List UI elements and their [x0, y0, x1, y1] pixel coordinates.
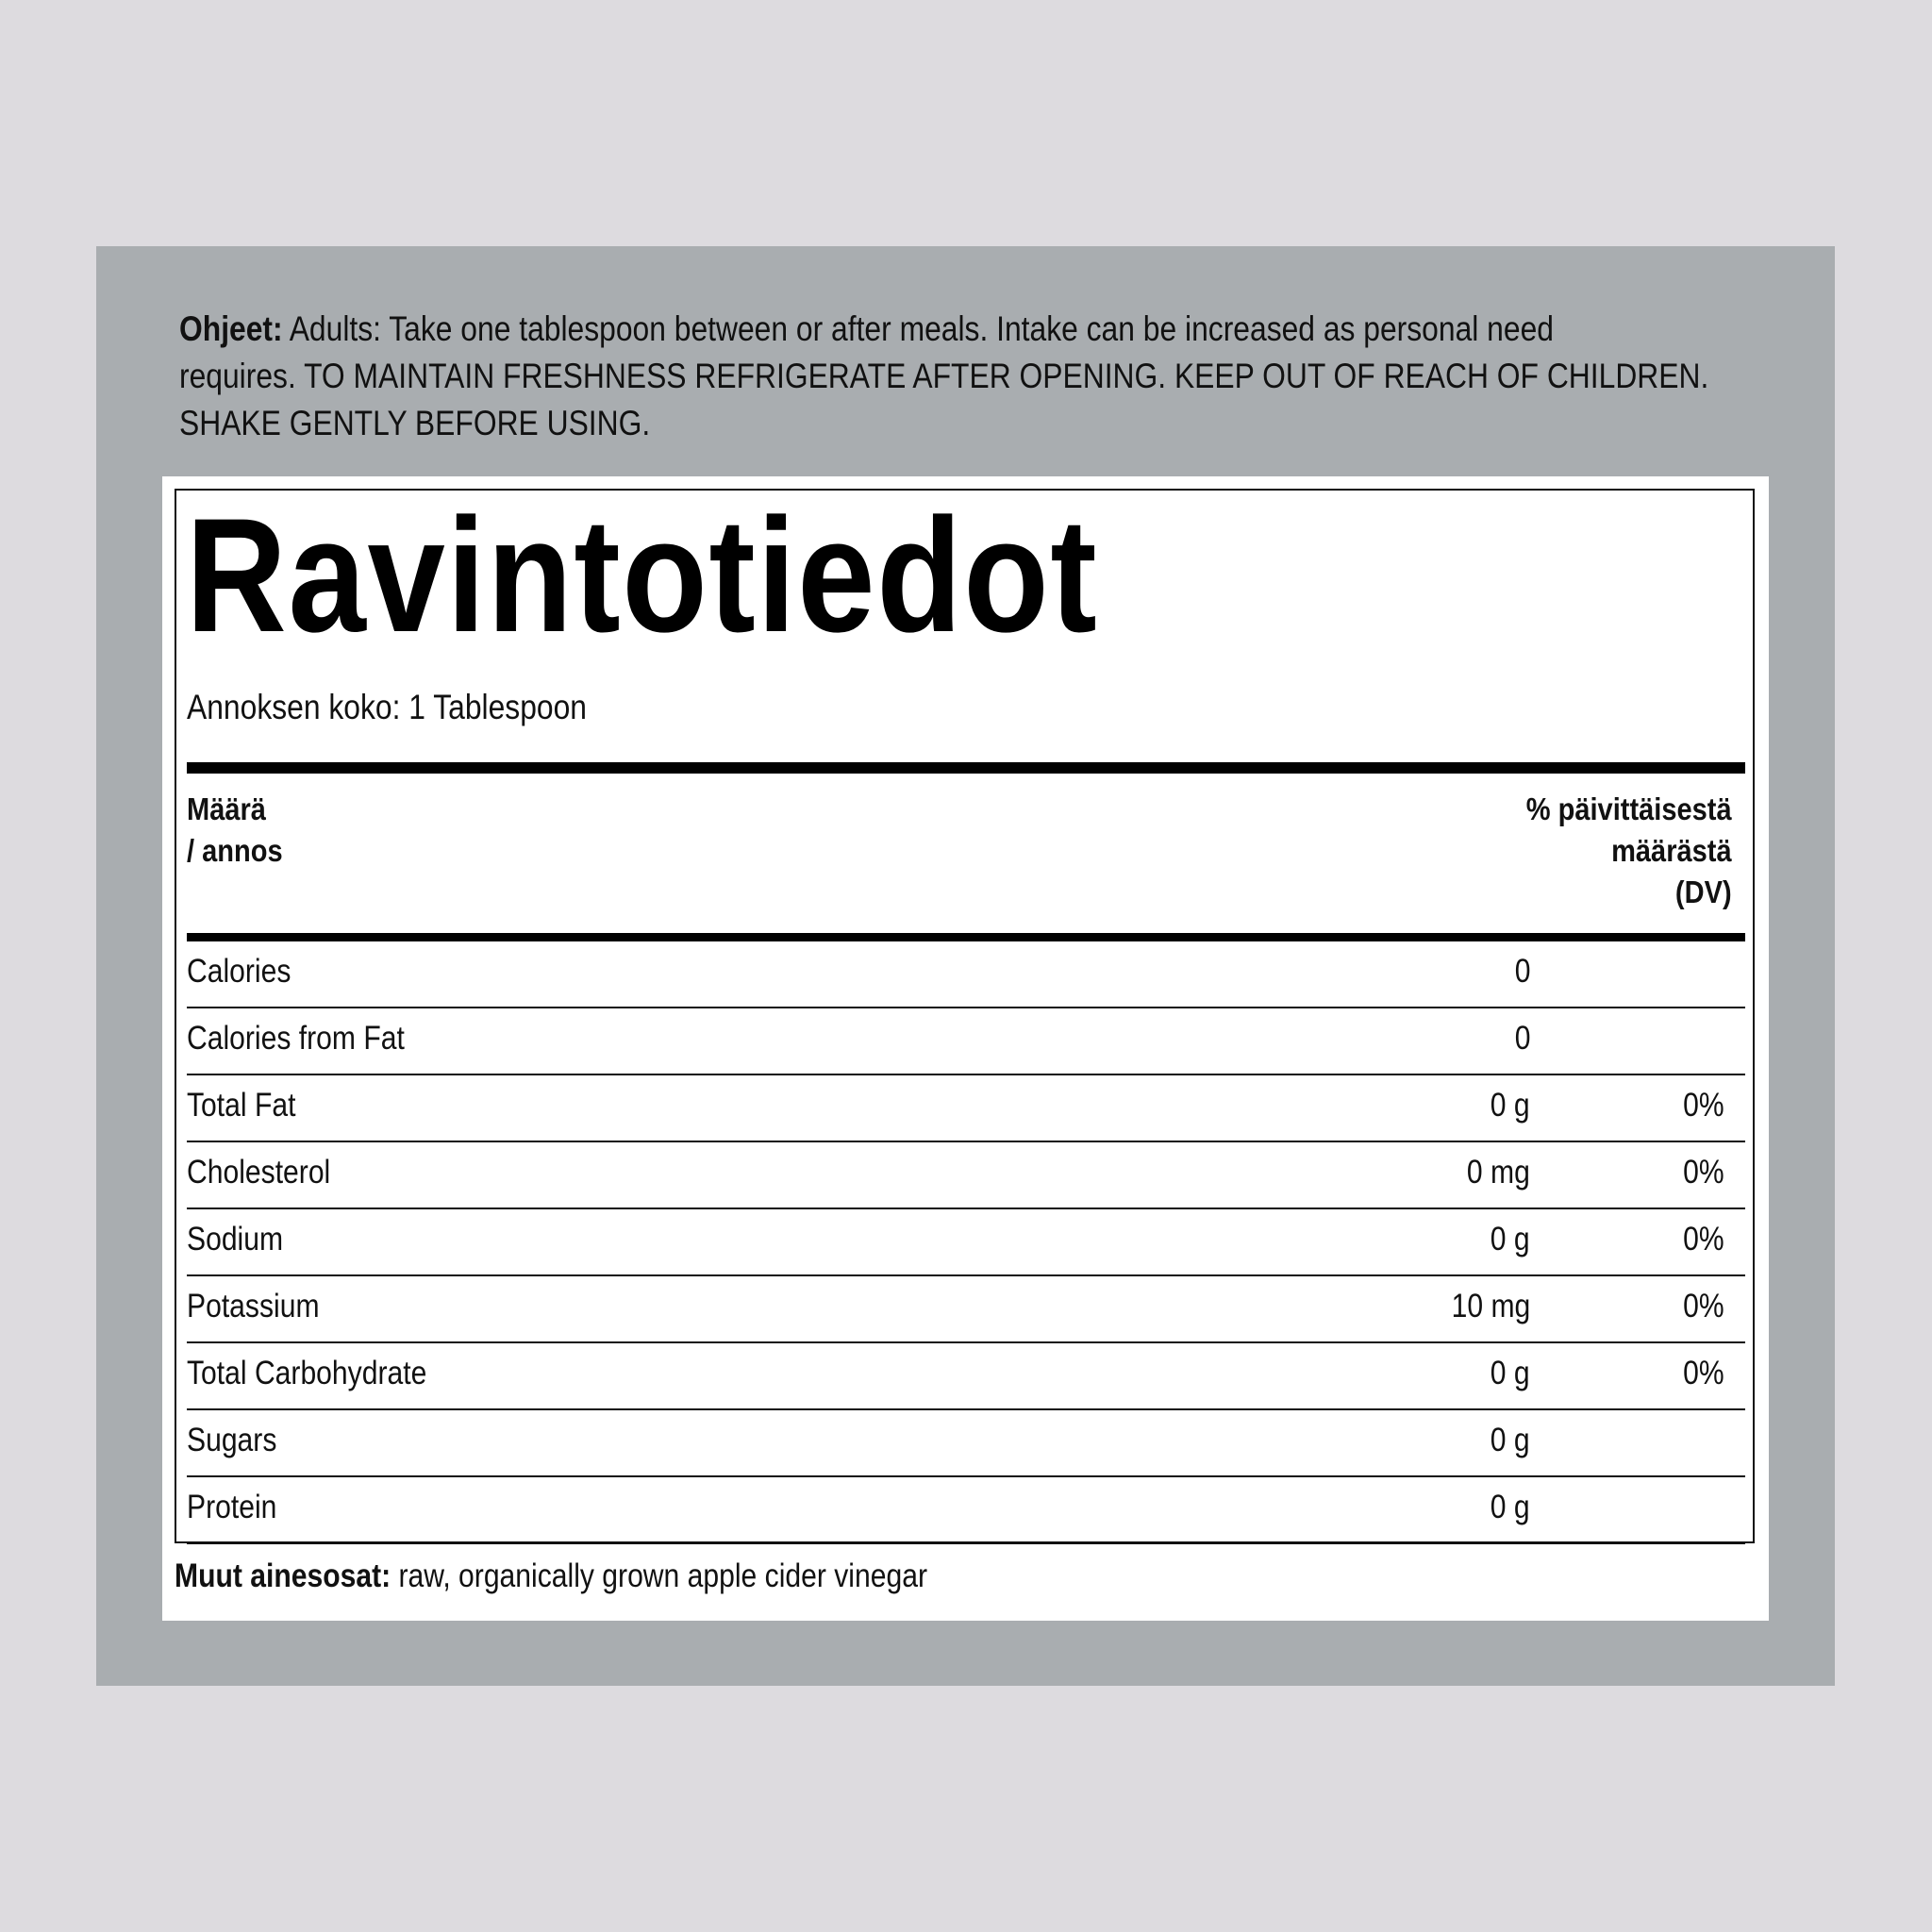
- nutrient-name: Protein: [187, 1489, 277, 1525]
- nutrient-dv: 0%: [1683, 1288, 1724, 1324]
- nutrient-name: Sugars: [187, 1422, 277, 1458]
- nutrient-row-potassium: [187, 1276, 1745, 1343]
- nutrient-amount: 0: [1514, 953, 1530, 990]
- dv-header-line-3: (DV): [1675, 874, 1732, 909]
- nutrient-row-calories: [187, 941, 1745, 1008]
- amount-header-line-2: / annos: [187, 833, 283, 868]
- nutrient-row-protein: [187, 1477, 1745, 1544]
- nutrient-dv: 0%: [1683, 1154, 1724, 1191]
- dv-header-line-1: % päivittäisestä: [1526, 791, 1732, 826]
- label-panel: [96, 246, 1835, 1686]
- nutrient-name: Total Fat: [187, 1087, 296, 1124]
- nutrient-amount: 0 mg: [1467, 1154, 1530, 1191]
- nutrient-name: Calories: [187, 953, 291, 990]
- nutrient-amount: 10 mg: [1451, 1288, 1530, 1324]
- nutrient-row-calories-from-fat: [187, 1008, 1745, 1075]
- amount-per-serving-header: [187, 789, 283, 872]
- nutrient-dv: 0%: [1683, 1355, 1724, 1391]
- nutrition-label-card: [162, 476, 1769, 1621]
- nutrient-name: Total Carbohydrate: [187, 1355, 427, 1391]
- nutrient-dv: 0%: [1683, 1087, 1724, 1124]
- nutrient-row-cholesterol: [187, 1142, 1745, 1209]
- nutrient-amount: 0: [1514, 1020, 1530, 1057]
- nutrient-row-total-fat: [187, 1075, 1745, 1142]
- nutrition-facts-title: Ravintotiedot: [186, 485, 1099, 666]
- nutrient-name: Sodium: [187, 1221, 284, 1257]
- other-ingredients: [175, 1555, 927, 1598]
- directions-line-2: requires. TO MAINTAIN FRESHNESS REFRIGERATE AFTER OPENING. KEEP OUT OF REACH OF CHILDREN.: [179, 357, 1709, 395]
- nutrient-name: Potassium: [187, 1288, 320, 1324]
- directions-line-1: [179, 306, 1802, 353]
- nutrient-amount: 0 g: [1491, 1489, 1530, 1525]
- directions-label: Ohjeet:: [179, 309, 283, 348]
- directions-line-3: SHAKE GENTLY BEFORE USING.: [179, 404, 651, 442]
- other-ingredients-label: Muut ainesosat:: [175, 1557, 391, 1594]
- nutrient-rows: [187, 941, 1745, 1544]
- nutrient-name: Cholesterol: [187, 1154, 331, 1191]
- nutrient-name: Calories from Fat: [187, 1020, 405, 1057]
- dv-header-line-2: määrästä: [1611, 833, 1732, 868]
- serving-size: Annoksen koko: 1 Tablespoon: [187, 688, 587, 726]
- directions-text: [179, 306, 1802, 447]
- nutrient-amount: 0 g: [1491, 1221, 1530, 1257]
- nutrient-amount: 0 g: [1491, 1087, 1530, 1124]
- nutrient-row-total-carbohydrate: [187, 1343, 1745, 1410]
- nutrient-dv: 0%: [1683, 1221, 1724, 1257]
- nutrient-amount: 0 g: [1491, 1422, 1530, 1458]
- daily-value-header: [1526, 789, 1732, 913]
- other-ingredients-text: raw, organically grown apple cider vinegar: [391, 1557, 927, 1594]
- nutrient-row-sugars: [187, 1410, 1745, 1477]
- nutrient-row-sodium: [187, 1209, 1745, 1276]
- directions-line-1-text: Adults: Take one tablespoon between or after meals. Intake can be increased as personal need: [282, 309, 1554, 348]
- nutrient-amount: 0 g: [1491, 1355, 1530, 1391]
- thick-divider-bottom: [187, 933, 1745, 941]
- nutrition-facts-box: [175, 485, 1755, 1543]
- thick-divider-top: [187, 762, 1745, 774]
- amount-header-line-1: Määrä: [187, 791, 266, 826]
